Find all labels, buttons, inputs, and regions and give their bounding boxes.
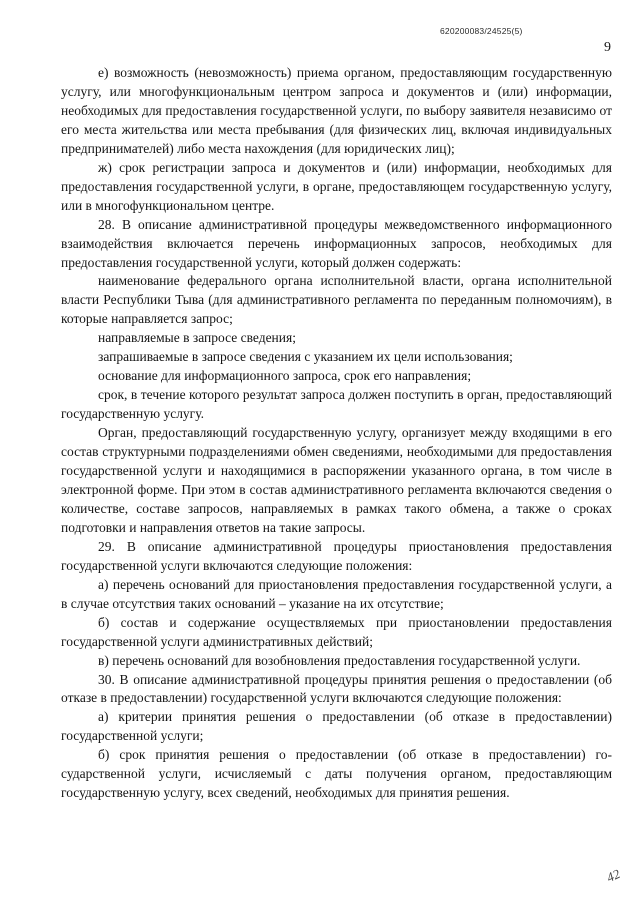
paragraph-30-b: б) срок принятия решения о предоставлении (об отказе в предоставлении) государственной услуги, исчисляемый с даты получения органом, предоставляющим государственную услугу, всех сведений, необходимых для принятия решения. [61,747,612,801]
paragraph-29-intro: 29. В описание административной процедуры приостановления предоставления государственной услуги включаются следующие положения: [61,538,612,573]
paragraph-30-a: а) критерии принятия решения о предоставлении (об отказе в предоставлении) государственной услуги; [61,709,612,744]
paragraph-28-basis: основание для информационного запроса, срок его направления; [98,368,472,384]
handwritten-page-mark: 42 [604,866,623,886]
page-number: 9 [604,40,611,55]
paragraph-28-internal-exchange: Орган, предоставляющий государственную услугу, организует между входящими в его состав структурными подразделениями обмен сведениями, необходимыми для предоставления государственной услуги и находящимися в распоряжении указанного органа, в том числе в электронной форме. При этом в состав административного регламента включаются сведения о количестве, составе запросов, направляемых в рамках такого обмена, а также о сроках подготовки и направления ответов на такие запросы. [61,425,612,535]
paragraph-29-b: б) состав и содержание осуществляемых при приостановлении предоставления государственной услуги административных действий; [61,614,612,649]
paragraph-28-deadline: срок, в течение которого результат запроса должен поступить в орган, предоставляющий государственную услугу. [61,387,612,422]
paragraph-28-intro: 28. В описание административной процедуры межведомственного информационного взаимодействия включается перечень информационных запросов, необходимых для предоставления государственной услуги, который должен содержать: [61,216,612,270]
paragraph-30-intro: 30. В описание административной процедуры принятия решения о предоставлении (об отказе в предоставлении) государственной услуги включаются следующие положения: [61,671,612,706]
paragraph-zh-registration-term: ж) срок регистрации запроса и документов и (или) информации, необходимых для предоставления государственной услуги, в органе, предоставляющем государственную услугу, или в многофункциональном центре. [61,159,612,213]
paragraph-29-v: в) перечень оснований для возобновления предоставления государственной услуги. [98,652,581,668]
paragraph-28-sent-info: направляемые в запросе сведения; [98,330,296,346]
body-text [61,64,612,803]
paragraph-29-a: а) перечень оснований для приостановления предоставления государственной услуги, а в случае отсутствия таких оснований – указание на их отсутствие; [61,576,612,611]
paragraph-28-requested-info: запрашиваемые в запросе сведения с указанием их цели использования; [98,349,513,365]
paragraph-28-authority-name: наименование федерального органа исполнительной власти, органа исполнительной власти Республики Тыва (для административного регламента по переданным полномочиям), в которые направляется запрос; [61,273,612,327]
paragraph-e-possibility: е) возможность (невозможность) приема органом, предоставляющим государственную услугу, или многофункциональным центром запроса и документов и (или) информации, необходимых для предоставления государственной услуги, по выбору заявителя независимо от его места жительства или места пребывания (для физических лиц, включая индивидуальных предпринимателей) либо места нахождения (для юридических лиц); [61,65,612,156]
document-code: 620200083/24525(5) [440,26,523,36]
